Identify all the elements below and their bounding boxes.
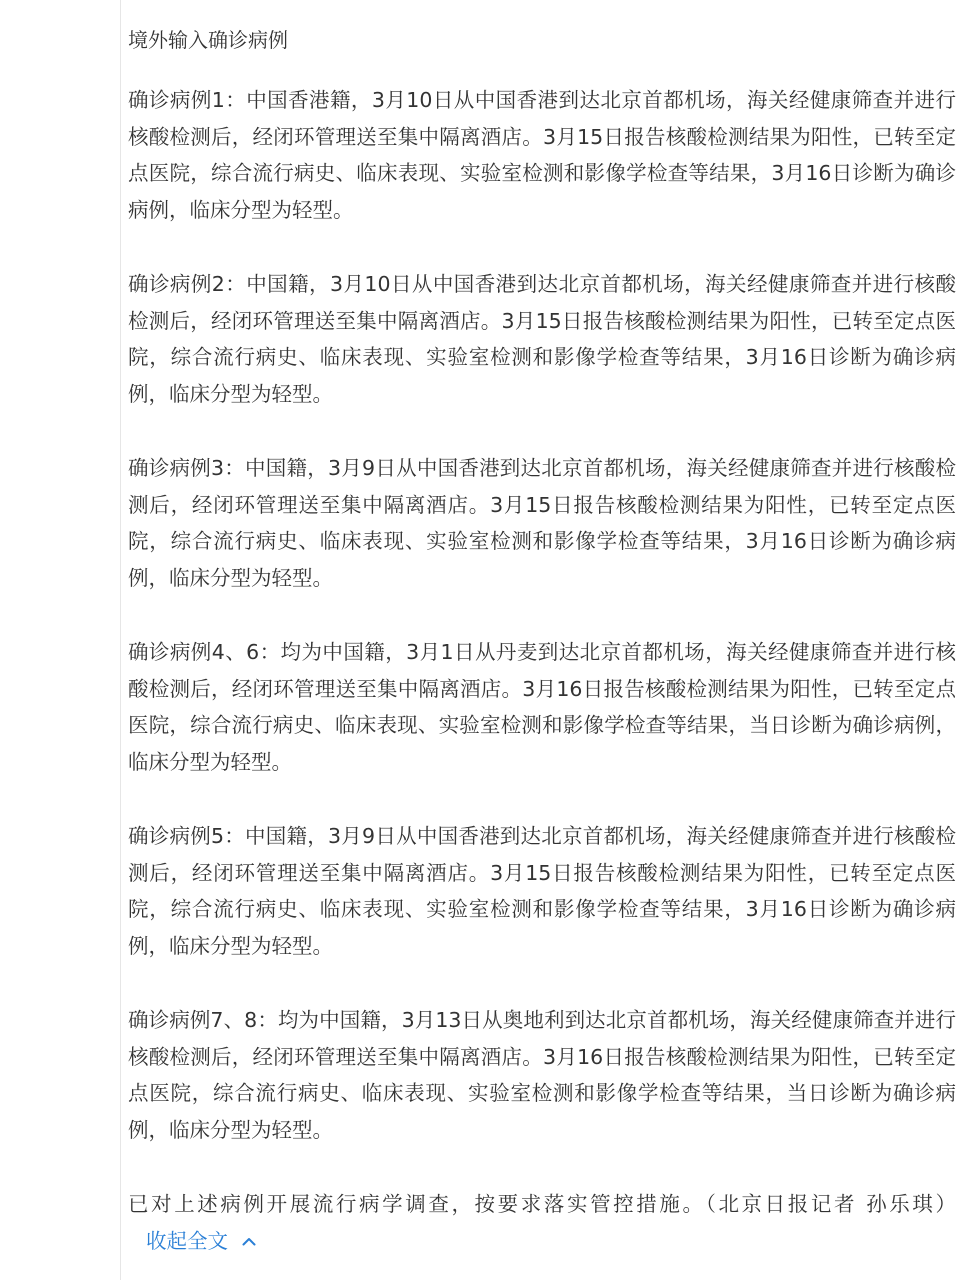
case-paragraph-1: 确诊病例1：中国香港籍，3月10日从中国香港到达北京首都机场，海关经健康筛查并进行核酸检测后，经闭环管理送至集中隔离酒店。3月15日报告核酸检测结果为阳性，已转至定点医院，综合流行病史、临床表现、实验室检测和影像学检查等结果，3月16日诊断为确诊病例，临床分型为轻型。 xyxy=(128,88,956,222)
closing-paragraph xyxy=(128,1186,956,1259)
closing-text: 已对上述病例开展流行病学调查，按要求落实管控措施。（北京日报记者 孙乐琪） xyxy=(128,1192,956,1216)
case-paragraph-7-8: 确诊病例7、8：均为中国籍，3月13日从奥地利到达北京首都机场，海关经健康筛查并进行核酸检测后，经闭环管理送至集中隔离酒店。3月16日报告核酸检测结果为阳性，已转至定点医院，综合流行病史、临床表现、实验室检测和影像学检查等结果，当日诊断为确诊病例，临床分型为轻型。 xyxy=(128,1008,956,1142)
section-heading: 境外输入确诊病例 xyxy=(128,28,288,52)
case-paragraph-2: 确诊病例2：中国籍，3月10日从中国香港到达北京首都机场，海关经健康筛查并进行核酸检测后，经闭环管理送至集中隔离酒店。3月15日报告核酸检测结果为阳性，已转至定点医院，综合流行病史、临床表现、实验室检测和影像学检查等结果，3月16日诊断为确诊病例，临床分型为轻型。 xyxy=(128,272,956,406)
case-paragraph-5: 确诊病例5：中国籍，3月9日从中国香港到达北京首都机场，海关经健康筛查并进行核酸检测后，经闭环管理送至集中隔离酒店。3月15日报告核酸检测结果为阳性，已转至定点医院，综合流行病史、临床表现、实验室检测和影像学检查等结果，3月16日诊断为确诊病例，临床分型为轻型。 xyxy=(128,824,956,958)
case-paragraph-3: 确诊病例3：中国籍，3月9日从中国香港到达北京首都机场，海关经健康筛查并进行核酸检测后，经闭环管理送至集中隔离酒店。3月15日报告核酸检测结果为阳性，已转至定点医院，综合流行病史、临床表现、实验室检测和影像学检查等结果，3月16日诊断为确诊病例，临床分型为轻型。 xyxy=(128,456,956,590)
chevron-up-icon xyxy=(242,1237,256,1246)
article-body xyxy=(128,22,956,1259)
case-paragraph-4-6: 确诊病例4、6：均为中国籍，3月1日从丹麦到达北京首都机场，海关经健康筛查并进行核酸检测后，经闭环管理送至集中隔离酒店。3月16日报告核酸检测结果为阳性，已转至定点医院，综合流行病史、临床表现、实验室检测和影像学检查等结果，当日诊断为确诊病例，临床分型为轻型。 xyxy=(128,640,956,774)
collapse-label: 收起全文 xyxy=(146,1228,228,1253)
collapse-full-text-link[interactable] xyxy=(146,1223,256,1260)
content-left-border xyxy=(120,0,121,1280)
